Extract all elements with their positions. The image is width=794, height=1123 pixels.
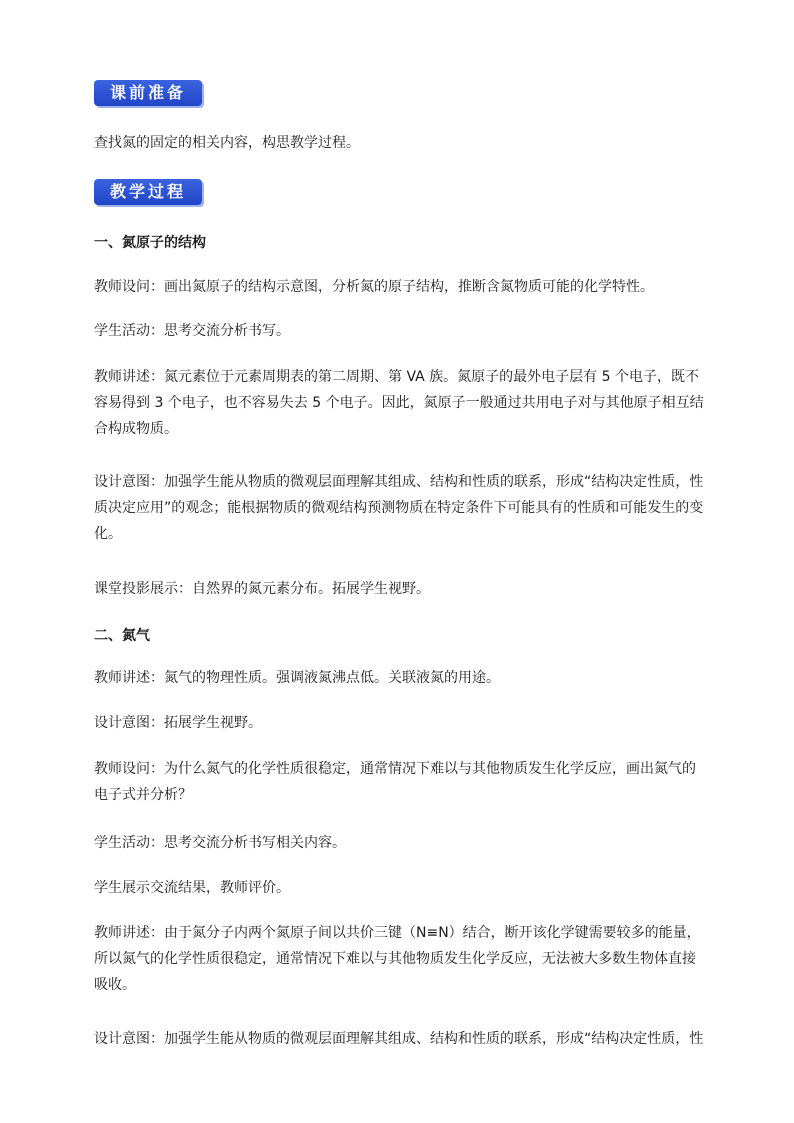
paragraph-design-intent-2: 设计意图：拓展学生视野。 [94,715,262,731]
paragraph-teacher-question-2: 教师设问：为什么氮气的化学性质很稳定，通常情况下难以与其他物质发生化学反应，画出氮气的电子式并分析？ [94,761,696,803]
paragraph-teacher-explain-1: 教师讲述：氮元素位于元素周期表的第二周期、第 VA 族。氮原子的最外电子层有 5 个电子，既不容易得到 3 个电子，也不容易失去 5 个电子。因此，氮原子一般通过共用电子对与其他原子相互结合构成物质。 [94,369,704,437]
heading-nitrogen-atom-structure: 一、氮原子的结构 [94,235,206,251]
section-badge-prep: 课前准备 [94,80,202,106]
paragraph-student-activity-2: 学生活动：思考交流分析书写相关内容。 [94,835,346,851]
paragraph-teacher-explain-2: 教师讲述：氮气的物理性质。强调液氮沸点低。关联液氮的用途。 [94,670,500,686]
paragraph-teacher-explain-3: 教师讲述：由于氮分子内两个氮原子间以共价三键（N≡N）结合，断开该化学键需要较多的能量，所以氮气的化学性质很稳定，通常情况下难以与其他物质发生化学反应，无法被大多数生物体直接吸收。 [94,925,701,993]
heading-nitrogen-gas: 二、氮气 [94,628,150,644]
paragraph-design-intent-1: 设计意图：加强学生能从物质的微观层面理解其组成、结构和性质的联系，形成“结构决定性质，性质决定应用”的观念；能根据物质的微观结构预测物质在特定条件下可能具有的性质和可能发生的变化。 [94,474,704,542]
paragraph-student-presentation: 学生展示交流结果，教师评价。 [94,880,290,896]
paragraph-design-intent-3: 设计意图：加强学生能从物质的微观层面理解其组成、结构和性质的联系，形成“结构决定性质，性 [94,1031,704,1047]
paragraph-teacher-question-1: 教师设问：画出氮原子的结构示意图，分析氮的原子结构，推断含氮物质可能的化学特性。 [94,279,654,295]
paragraph-student-activity-1: 学生活动：思考交流分析书写。 [94,323,290,339]
section-badge-process: 教学过程 [94,179,202,205]
paragraph-projection-display: 课堂投影展示：自然界的氮元素分布。拓展学生视野。 [94,581,430,597]
prep-paragraph: 查找氮的固定的相关内容，构思教学过程。 [94,135,360,151]
